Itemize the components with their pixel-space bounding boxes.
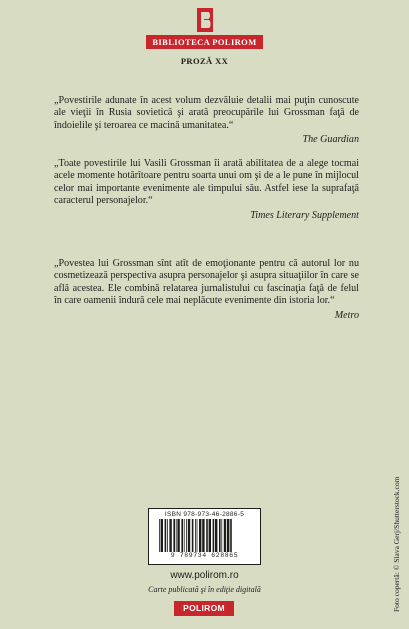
quote-tls — [54, 158, 359, 222]
quote-source: Metro — [334, 309, 359, 321]
digital-edition-note: Carte publicată şi în ediţie digitală — [148, 585, 261, 594]
barcode — [148, 508, 261, 565]
polirom-logo-icon — [195, 8, 215, 32]
header — [0, 8, 409, 66]
quote-text: „Toate povestirile lui Vasili Grossman îi arată abilitatea de a alege tocmai acele momente hotărîtoare pentru soarta unui om şi de a le pune în mijlocul celor mai importante evenimente ale timpului său. Astfel iese la suprafaţă caracterul personajelor.“ — [54, 158, 359, 207]
isbn-text: ISBN 978-973-46-2886-5 — [164, 511, 245, 518]
quote-guardian — [54, 95, 359, 147]
website-link[interactable]: www.polirom.ro — [170, 570, 239, 581]
barcode-digits: 9 789734 628865 — [170, 552, 239, 559]
series-badge: BIBLIOTECA POLIROM — [146, 35, 262, 49]
photo-credit: Foto copertă: © Slava Gerj/Shutterstock.com — [392, 476, 401, 612]
quote-source: The Guardian — [302, 134, 359, 146]
quote-text: „Povestirile adunate în acest volum dezvăluie detalii mai puţin cunoscute ale vieţii în Rusia sovietică şi arată preocupările lui Grossman faţă de îndoielile şi teroarea ce macină umanitatea.“ — [54, 95, 359, 131]
quote-source: Times Literary Supplement — [250, 209, 359, 221]
quote-metro — [54, 258, 359, 322]
quote-text: „Povestea lui Grossman sînt atît de emoţionante pentru că autorul lor nu cosmetizează perspectiva asupra personajelor şi asupra situaţiilor în care se află acestea. Ele combină relatarea jurnalistului cu fascinaţia faţă de felul în care oamenii îndură cele mai neplăcute evenimente din istoria lor.“ — [54, 258, 359, 307]
barcode-bars — [157, 519, 252, 552]
collection-label: PROZĂ XX — [180, 56, 229, 66]
publisher-logo: POLIROM — [174, 601, 234, 616]
